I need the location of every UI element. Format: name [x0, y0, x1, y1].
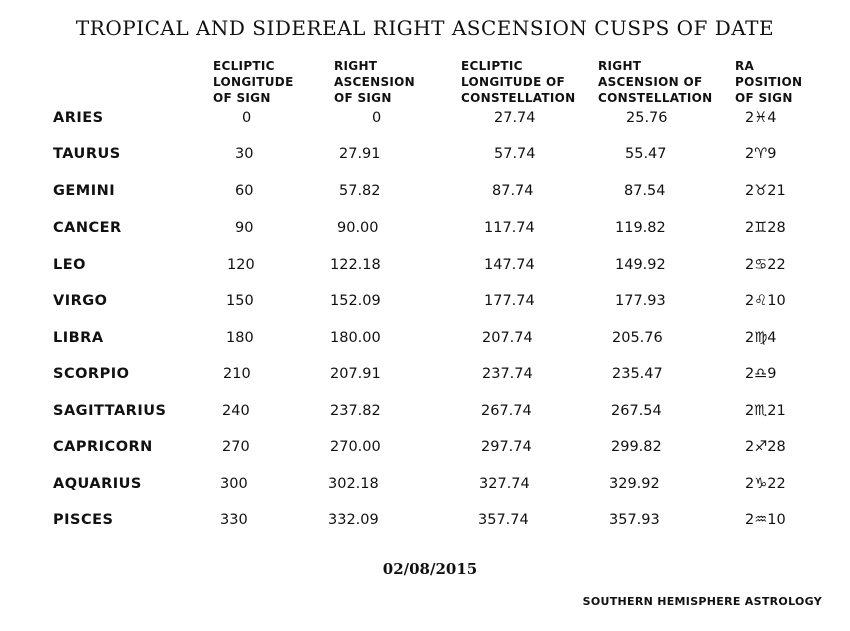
table-row — [0, 146, 850, 172]
sign-name: SAGITTARIUS — [53, 403, 167, 419]
right-ascension-of-constellation: 55.47 — [625, 146, 667, 162]
ecliptic-longitude-of-constellation: 147.74 — [484, 257, 535, 273]
right-ascension-of-sign: 0 — [372, 110, 382, 126]
ra-position-of-sign: 2♈9 — [745, 146, 777, 162]
ra-position-of-sign: 2♌10 — [745, 293, 786, 309]
ra-position-of-sign: 2♋22 — [745, 257, 786, 273]
sign-name: LIBRA — [53, 330, 104, 346]
sign-name: AQUARIUS — [53, 476, 142, 492]
sign-name: GEMINI — [53, 183, 116, 199]
ecliptic-longitude-of-constellation: 297.74 — [481, 439, 532, 455]
right-ascension-of-sign: 180.00 — [330, 330, 381, 346]
sign-name: CAPRICORN — [53, 439, 153, 455]
right-ascension-of-constellation: 267.54 — [611, 403, 662, 419]
sign-name: SCORPIO — [53, 366, 130, 382]
ecliptic-longitude-of-sign: 330 — [220, 512, 248, 528]
right-ascension-of-constellation: 177.93 — [615, 293, 666, 309]
table-row — [0, 366, 850, 392]
ecliptic-longitude-of-constellation: 177.74 — [484, 293, 535, 309]
header-ecliptic-longitude-of-constellation: ECLIPTIC LONGITUDE OF CONSTELLATION — [461, 59, 576, 105]
right-ascension-of-constellation: 119.82 — [615, 220, 666, 236]
ecliptic-longitude-of-sign: 180 — [226, 330, 254, 346]
ecliptic-longitude-of-sign: 240 — [222, 403, 250, 419]
right-ascension-of-constellation: 235.47 — [612, 366, 663, 382]
right-ascension-of-constellation: 329.92 — [609, 476, 660, 492]
right-ascension-of-sign: 152.09 — [330, 293, 381, 309]
ecliptic-longitude-of-constellation: 357.74 — [478, 512, 529, 528]
table-row — [0, 293, 850, 319]
ecliptic-longitude-of-constellation: 207.74 — [482, 330, 533, 346]
ecliptic-longitude-of-sign: 210 — [223, 366, 251, 382]
right-ascension-of-sign: 332.09 — [328, 512, 379, 528]
right-ascension-of-constellation: 25.76 — [626, 110, 668, 126]
table-row — [0, 330, 850, 356]
ra-position-of-sign: 2♒10 — [745, 512, 786, 528]
right-ascension-of-sign: 270.00 — [330, 439, 381, 455]
ecliptic-longitude-of-sign: 90 — [235, 220, 254, 236]
right-ascension-of-sign: 237.82 — [330, 403, 381, 419]
right-ascension-of-sign: 302.18 — [328, 476, 379, 492]
ecliptic-longitude-of-sign: 30 — [235, 146, 254, 162]
right-ascension-of-constellation: 205.76 — [612, 330, 663, 346]
ra-position-of-sign: 2♉21 — [745, 183, 786, 199]
ecliptic-longitude-of-constellation: 117.74 — [484, 220, 535, 236]
right-ascension-of-constellation: 87.54 — [624, 183, 666, 199]
header-right-ascension-of-constellation: RIGHT ASCENSION OF CONSTELLATION — [598, 59, 713, 105]
right-ascension-of-sign: 27.91 — [339, 146, 381, 162]
table-row — [0, 439, 850, 465]
ra-position-of-sign: 2♏21 — [745, 403, 786, 419]
date-label: 02/08/2015 — [382, 560, 478, 578]
sign-name: PISCES — [53, 512, 114, 528]
right-ascension-of-constellation: 149.92 — [615, 257, 666, 273]
ecliptic-longitude-of-constellation: 87.74 — [492, 183, 534, 199]
sign-name: ARIES — [53, 110, 104, 126]
ecliptic-longitude-of-sign: 0 — [242, 110, 252, 126]
ecliptic-longitude-of-constellation: 27.74 — [494, 110, 536, 126]
ecliptic-longitude-of-sign: 60 — [235, 183, 254, 199]
ecliptic-longitude-of-constellation: 237.74 — [482, 366, 533, 382]
right-ascension-of-constellation: 357.93 — [609, 512, 660, 528]
page-title: TROPICAL AND SIDEREAL RIGHT ASCENSION CUSPS OF DATE — [75, 16, 775, 40]
right-ascension-of-constellation: 299.82 — [611, 439, 662, 455]
sign-name: LEO — [53, 257, 86, 273]
table-row — [0, 257, 850, 283]
ra-position-of-sign: 2♎9 — [745, 366, 777, 382]
right-ascension-of-sign: 57.82 — [339, 183, 381, 199]
header-ecliptic-longitude-of-sign: ECLIPTIC LONGITUDE OF SIGN — [213, 59, 294, 105]
ra-position-of-sign: 2♐28 — [745, 439, 786, 455]
ecliptic-longitude-of-sign: 120 — [227, 257, 255, 273]
right-ascension-of-sign: 122.18 — [330, 257, 381, 273]
credit-label: SOUTHERN HEMISPHERE ASTROLOGY — [582, 595, 822, 608]
ecliptic-longitude-of-constellation: 57.74 — [494, 146, 536, 162]
ra-position-of-sign: 2♍4 — [745, 330, 777, 346]
sign-name: CANCER — [53, 220, 122, 236]
ra-position-of-sign: 2♓4 — [745, 110, 777, 126]
ecliptic-longitude-of-sign: 150 — [226, 293, 254, 309]
table-row — [0, 476, 850, 502]
table-row — [0, 183, 850, 209]
ecliptic-longitude-of-constellation: 267.74 — [481, 403, 532, 419]
header-ra-position-of-sign: RA POSITION OF SIGN — [735, 59, 803, 105]
table-row — [0, 110, 850, 136]
table-row — [0, 403, 850, 429]
ra-position-of-sign: 2♊28 — [745, 220, 786, 236]
sign-name: VIRGO — [53, 293, 108, 309]
sign-name: TAURUS — [53, 146, 121, 162]
table-row — [0, 220, 850, 246]
right-ascension-of-sign: 207.91 — [330, 366, 381, 382]
ecliptic-longitude-of-sign: 270 — [222, 439, 250, 455]
ecliptic-longitude-of-constellation: 327.74 — [479, 476, 530, 492]
right-ascension-of-sign: 90.00 — [337, 220, 379, 236]
table-row — [0, 512, 850, 538]
ecliptic-longitude-of-sign: 300 — [220, 476, 248, 492]
ra-position-of-sign: 2♑22 — [745, 476, 786, 492]
header-right-ascension-of-sign: RIGHT ASCENSION OF SIGN — [334, 59, 416, 105]
